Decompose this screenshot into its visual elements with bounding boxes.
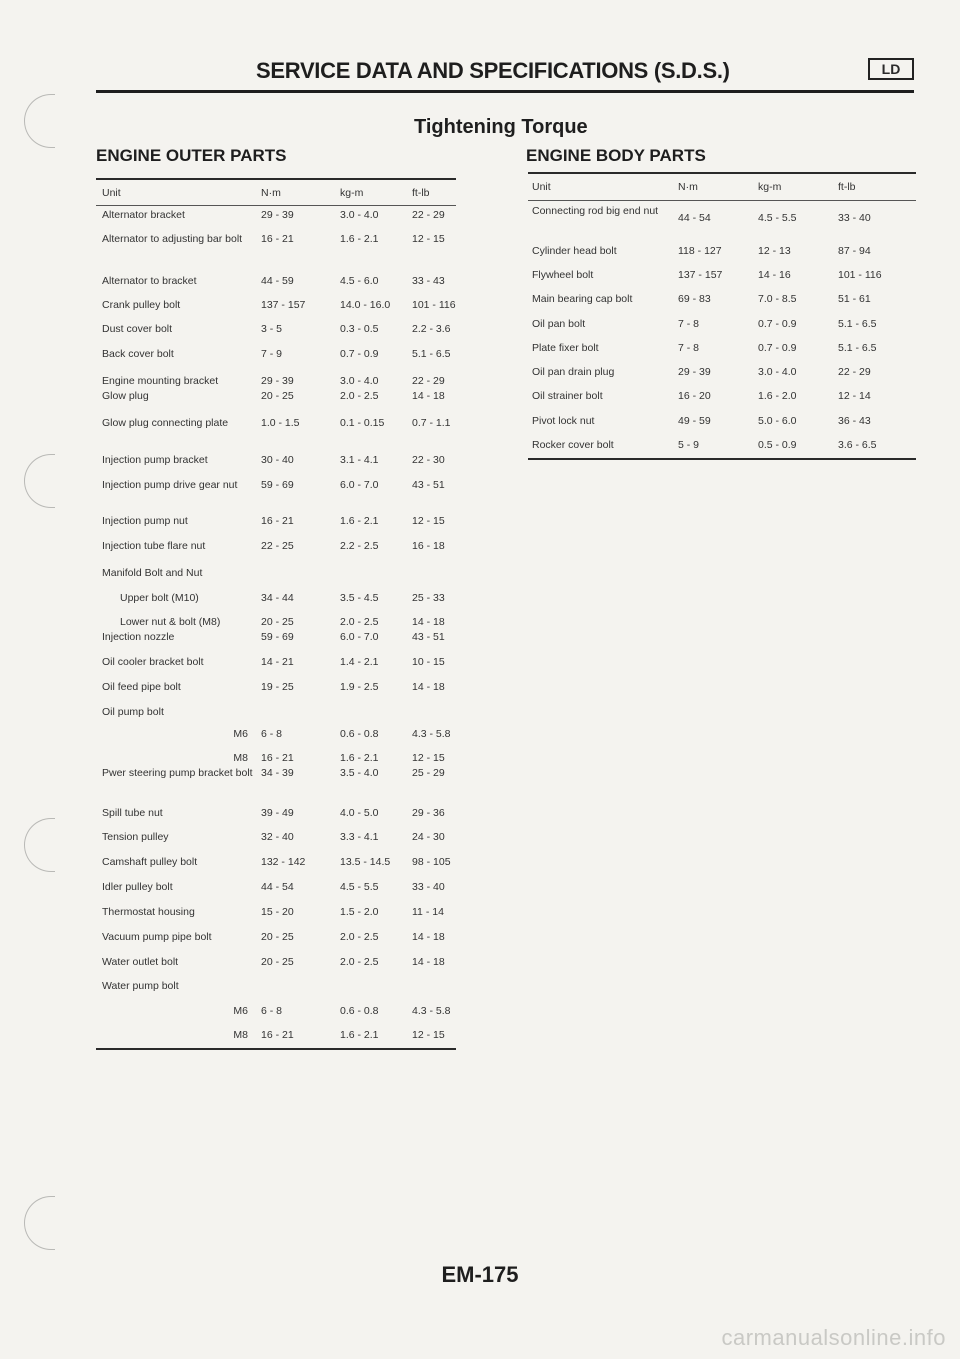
- kgm-value: 3.5 - 4.5: [340, 592, 379, 604]
- watermark: carmanualsonline.info: [721, 1325, 946, 1350]
- ftlb-value: 24 - 30: [412, 831, 445, 843]
- nm-value: 118 - 127: [678, 245, 722, 257]
- kgm-value: 0.1 - 0.15: [340, 417, 385, 429]
- row-label: Glow plug connecting plate: [102, 417, 229, 429]
- row-label: Thermostat housing: [102, 906, 195, 918]
- column-header: ft-lb: [412, 187, 430, 199]
- nm-value: 49 - 59: [678, 415, 711, 427]
- body-parts-title: ENGINE BODY PARTS: [526, 146, 706, 165]
- ftlb-value: 33 - 40: [838, 212, 871, 224]
- ftlb-value: 22 - 29: [838, 366, 871, 378]
- row-label: Water outlet bolt: [102, 956, 179, 968]
- kgm-value: 2.2 - 2.5: [340, 540, 379, 552]
- nm-value: 22 - 25: [261, 540, 294, 552]
- column-header: kg-m: [758, 181, 782, 193]
- nm-value: 16 - 21: [261, 1029, 294, 1041]
- section-badge: LD: [868, 58, 914, 80]
- kgm-value: 12 - 13: [758, 245, 791, 257]
- ftlb-value: 29 - 36: [412, 807, 445, 819]
- nm-value: 44 - 54: [678, 212, 711, 224]
- kgm-value: 0.7 - 0.9: [758, 342, 797, 354]
- ftlb-value: 51 - 61: [838, 293, 871, 305]
- row-label: Connecting rod big end nut: [532, 205, 659, 217]
- nm-value: 7 - 8: [678, 318, 700, 330]
- column-header: ft-lb: [838, 181, 856, 193]
- ftlb-value: 14 - 18: [412, 956, 445, 968]
- ftlb-value: 0.7 - 1.1: [412, 417, 451, 429]
- column-header: kg-m: [340, 187, 364, 199]
- kgm-value: 13.5 - 14.5: [340, 856, 391, 868]
- row-label: Cylinder head bolt: [532, 245, 617, 257]
- kgm-value: 1.6 - 2.1: [340, 752, 379, 764]
- table-header-rule: [528, 200, 916, 201]
- row-label: Camshaft pulley bolt: [102, 856, 198, 868]
- row-label: Pivot lock nut: [532, 415, 595, 427]
- row-label: M6: [233, 728, 248, 740]
- kgm-value: 1.6 - 2.1: [340, 1029, 379, 1041]
- nm-value: 29 - 39: [678, 366, 711, 378]
- page-title: SERVICE DATA AND SPECIFICATIONS (S.D.S.): [256, 58, 730, 83]
- ftlb-value: 12 - 15: [412, 1029, 445, 1041]
- kgm-value: 0.6 - 0.8: [340, 728, 379, 740]
- nm-value: 20 - 25: [261, 931, 294, 943]
- binder-hole: [24, 818, 55, 872]
- kgm-value: 6.0 - 7.0: [340, 631, 379, 643]
- row-label: Alternator bracket: [102, 209, 185, 221]
- page-number: EM-175: [441, 1262, 519, 1287]
- table-bottom-rule: [528, 458, 916, 460]
- kgm-value: 4.0 - 5.0: [340, 807, 379, 819]
- column-header: Unit: [102, 187, 121, 199]
- row-label: M8: [233, 1029, 248, 1041]
- nm-value: 7 - 9: [261, 348, 283, 360]
- ftlb-value: 33 - 40: [412, 881, 445, 893]
- nm-value: 6 - 8: [261, 1005, 283, 1017]
- row-label: Oil pan bolt: [532, 318, 586, 330]
- nm-value: 7 - 8: [678, 342, 700, 354]
- table-top-rule: [96, 178, 456, 180]
- nm-value: 16 - 21: [261, 233, 294, 245]
- ftlb-value: 4.3 - 5.8: [412, 1005, 451, 1017]
- body-parts-table: [528, 172, 916, 464]
- column-header: Unit: [532, 181, 551, 193]
- kgm-value: 14 - 16: [758, 269, 791, 281]
- nm-value: 59 - 69: [261, 631, 294, 643]
- ftlb-value: 12 - 15: [412, 515, 445, 527]
- row-label: Main bearing cap bolt: [532, 293, 633, 305]
- kgm-value: 5.0 - 6.0: [758, 415, 797, 427]
- ftlb-value: 12 - 14: [838, 390, 871, 402]
- ftlb-value: 12 - 15: [412, 233, 445, 245]
- nm-value: 20 - 25: [261, 616, 294, 628]
- ftlb-value: 25 - 29: [412, 767, 445, 779]
- ftlb-value: 12 - 15: [412, 752, 445, 764]
- ftlb-value: 101 - 116: [412, 299, 456, 311]
- row-label: Oil strainer bolt: [532, 390, 603, 402]
- ftlb-value: 36 - 43: [838, 415, 871, 427]
- kgm-value: 1.9 - 2.5: [340, 681, 379, 693]
- kgm-value: 3.0 - 4.0: [758, 366, 797, 378]
- nm-value: 16 - 21: [261, 515, 294, 527]
- kgm-value: 3.3 - 4.1: [340, 831, 379, 843]
- ftlb-value: 33 - 43: [412, 275, 445, 287]
- row-label: Vacuum pump pipe bolt: [102, 931, 212, 943]
- outer-parts-title: ENGINE OUTER PARTS: [96, 146, 287, 165]
- kgm-value: 1.6 - 2.1: [340, 515, 379, 527]
- row-label: Crank pulley bolt: [102, 299, 181, 311]
- ftlb-value: 5.1 - 6.5: [838, 318, 877, 330]
- outer-parts-table: [96, 178, 456, 1050]
- kgm-value: 0.7 - 0.9: [340, 348, 379, 360]
- nm-value: 16 - 20: [678, 390, 711, 402]
- nm-value: 20 - 25: [261, 390, 294, 402]
- ftlb-value: 22 - 29: [412, 375, 445, 387]
- kgm-value: 3.0 - 4.0: [340, 375, 379, 387]
- kgm-value: 4.5 - 5.5: [758, 212, 797, 224]
- column-header: N·m: [261, 187, 281, 199]
- row-label: Back cover bolt: [102, 348, 174, 360]
- nm-value: 44 - 54: [261, 881, 294, 893]
- ftlb-value: 98 - 105: [412, 856, 451, 868]
- nm-value: 132 - 142: [261, 856, 306, 868]
- binder-hole: [24, 454, 55, 508]
- row-label: Dust cover bolt: [102, 323, 173, 335]
- kgm-value: 3.0 - 4.0: [340, 209, 379, 221]
- kgm-value: 1.6 - 2.1: [340, 233, 379, 245]
- row-label: Engine mounting bracket: [102, 375, 219, 387]
- nm-value: 29 - 39: [261, 209, 294, 221]
- kgm-value: 0.6 - 0.8: [340, 1005, 379, 1017]
- kgm-value: 4.5 - 5.5: [340, 881, 379, 893]
- kgm-value: 6.0 - 7.0: [340, 479, 379, 491]
- nm-value: 14 - 21: [261, 656, 294, 668]
- row-label: Manifold Bolt and Nut: [102, 567, 203, 579]
- subtitle: Tightening Torque: [414, 116, 588, 138]
- page-header: [96, 52, 914, 96]
- row-label: Plate fixer bolt: [532, 342, 599, 354]
- row-label: Idler pulley bolt: [102, 881, 173, 893]
- nm-value: 15 - 20: [261, 906, 294, 918]
- row-label: Injection pump nut: [102, 515, 188, 527]
- row-label: Oil pan drain plug: [532, 366, 615, 378]
- binder-hole: [24, 1196, 55, 1250]
- kgm-value: 3.1 - 4.1: [340, 454, 379, 466]
- nm-value: 29 - 39: [261, 375, 294, 387]
- ftlb-value: 4.3 - 5.8: [412, 728, 451, 740]
- nm-value: 30 - 40: [261, 454, 294, 466]
- ftlb-value: 25 - 33: [412, 592, 445, 604]
- kgm-value: 3.5 - 4.0: [340, 767, 379, 779]
- ftlb-value: 43 - 51: [412, 479, 445, 491]
- binder-hole: [24, 94, 55, 148]
- nm-value: 34 - 44: [261, 592, 294, 604]
- row-label: M8: [233, 752, 248, 764]
- nm-value: 19 - 25: [261, 681, 294, 693]
- row-label: Injection pump bracket: [102, 454, 208, 466]
- ftlb-value: 87 - 94: [838, 245, 871, 257]
- table-bottom-rule: [96, 1048, 456, 1050]
- kgm-value: 2.0 - 2.5: [340, 390, 379, 402]
- nm-value: 5 - 9: [678, 439, 700, 451]
- nm-value: 6 - 8: [261, 728, 283, 740]
- kgm-value: 0.3 - 0.5: [340, 323, 379, 335]
- row-label: Injection tube flare nut: [102, 540, 206, 552]
- row-label: Rocker cover bolt: [532, 439, 614, 451]
- kgm-value: 1.6 - 2.0: [758, 390, 797, 402]
- nm-value: 39 - 49: [261, 807, 294, 819]
- nm-value: 137 - 157: [678, 269, 723, 281]
- kgm-value: 1.5 - 2.0: [340, 906, 379, 918]
- row-label: Oil feed pipe bolt: [102, 681, 181, 693]
- ftlb-value: 2.2 - 3.6: [412, 323, 451, 335]
- ftlb-value: 10 - 15: [412, 656, 445, 668]
- kgm-value: 7.0 - 8.5: [758, 293, 797, 305]
- kgm-value: 4.5 - 6.0: [340, 275, 379, 287]
- column-header: N·m: [678, 181, 698, 193]
- ftlb-value: 3.6 - 6.5: [838, 439, 877, 451]
- ftlb-value: 11 - 14: [412, 906, 444, 918]
- ftlb-value: 14 - 18: [412, 931, 445, 943]
- row-label: Glow plug: [102, 390, 149, 402]
- nm-value: 20 - 25: [261, 956, 294, 968]
- kgm-value: 2.0 - 2.5: [340, 616, 379, 628]
- ftlb-value: 14 - 18: [412, 616, 445, 628]
- row-label: Alternator to bracket: [102, 275, 197, 287]
- nm-value: 3 - 5: [261, 323, 283, 335]
- row-label: Tension pulley: [102, 831, 169, 843]
- kgm-value: 2.0 - 2.5: [340, 931, 379, 943]
- nm-value: 44 - 59: [261, 275, 294, 287]
- row-label: Pwer steering pump bracket bolt: [102, 767, 253, 779]
- nm-value: 69 - 83: [678, 293, 711, 305]
- row-label: Alternator to adjusting bar bolt: [102, 233, 243, 245]
- nm-value: 32 - 40: [261, 831, 294, 843]
- nm-value: 34 - 39: [261, 767, 294, 779]
- ftlb-value: 22 - 30: [412, 454, 445, 466]
- row-label: Lower nut & bolt (M8): [120, 616, 221, 628]
- row-label: Injection nozzle: [102, 631, 175, 643]
- ftlb-value: 101 - 116: [838, 269, 882, 281]
- kgm-value: 2.0 - 2.5: [340, 956, 379, 968]
- ftlb-value: 5.1 - 6.5: [838, 342, 877, 354]
- table-header-rule: [96, 205, 456, 206]
- ftlb-value: 5.1 - 6.5: [412, 348, 451, 360]
- nm-value: 137 - 157: [261, 299, 306, 311]
- row-label: Water pump bolt: [102, 980, 179, 992]
- row-label: Flywheel bolt: [532, 269, 594, 281]
- ftlb-value: 22 - 29: [412, 209, 445, 221]
- header-rule: [96, 90, 914, 93]
- ftlb-value: 14 - 18: [412, 681, 445, 693]
- kgm-value: 0.7 - 0.9: [758, 318, 797, 330]
- row-label: Upper bolt (M10): [120, 592, 199, 604]
- nm-value: 59 - 69: [261, 479, 294, 491]
- ftlb-value: 16 - 18: [412, 540, 445, 552]
- row-label: Oil cooler bracket bolt: [102, 656, 204, 668]
- ftlb-value: 14 - 18: [412, 390, 445, 402]
- kgm-value: 1.4 - 2.1: [340, 656, 379, 668]
- kgm-value: 0.5 - 0.9: [758, 439, 797, 451]
- row-label: Oil pump bolt: [102, 706, 164, 718]
- table-top-rule: [528, 172, 916, 174]
- nm-value: 16 - 21: [261, 752, 294, 764]
- ftlb-value: 43 - 51: [412, 631, 445, 643]
- kgm-value: 14.0 - 16.0: [340, 299, 391, 311]
- nm-value: 1.0 - 1.5: [261, 417, 300, 429]
- row-label: Spill tube nut: [102, 807, 163, 819]
- row-label: Injection pump drive gear nut: [102, 479, 238, 491]
- row-label: M6: [233, 1005, 248, 1017]
